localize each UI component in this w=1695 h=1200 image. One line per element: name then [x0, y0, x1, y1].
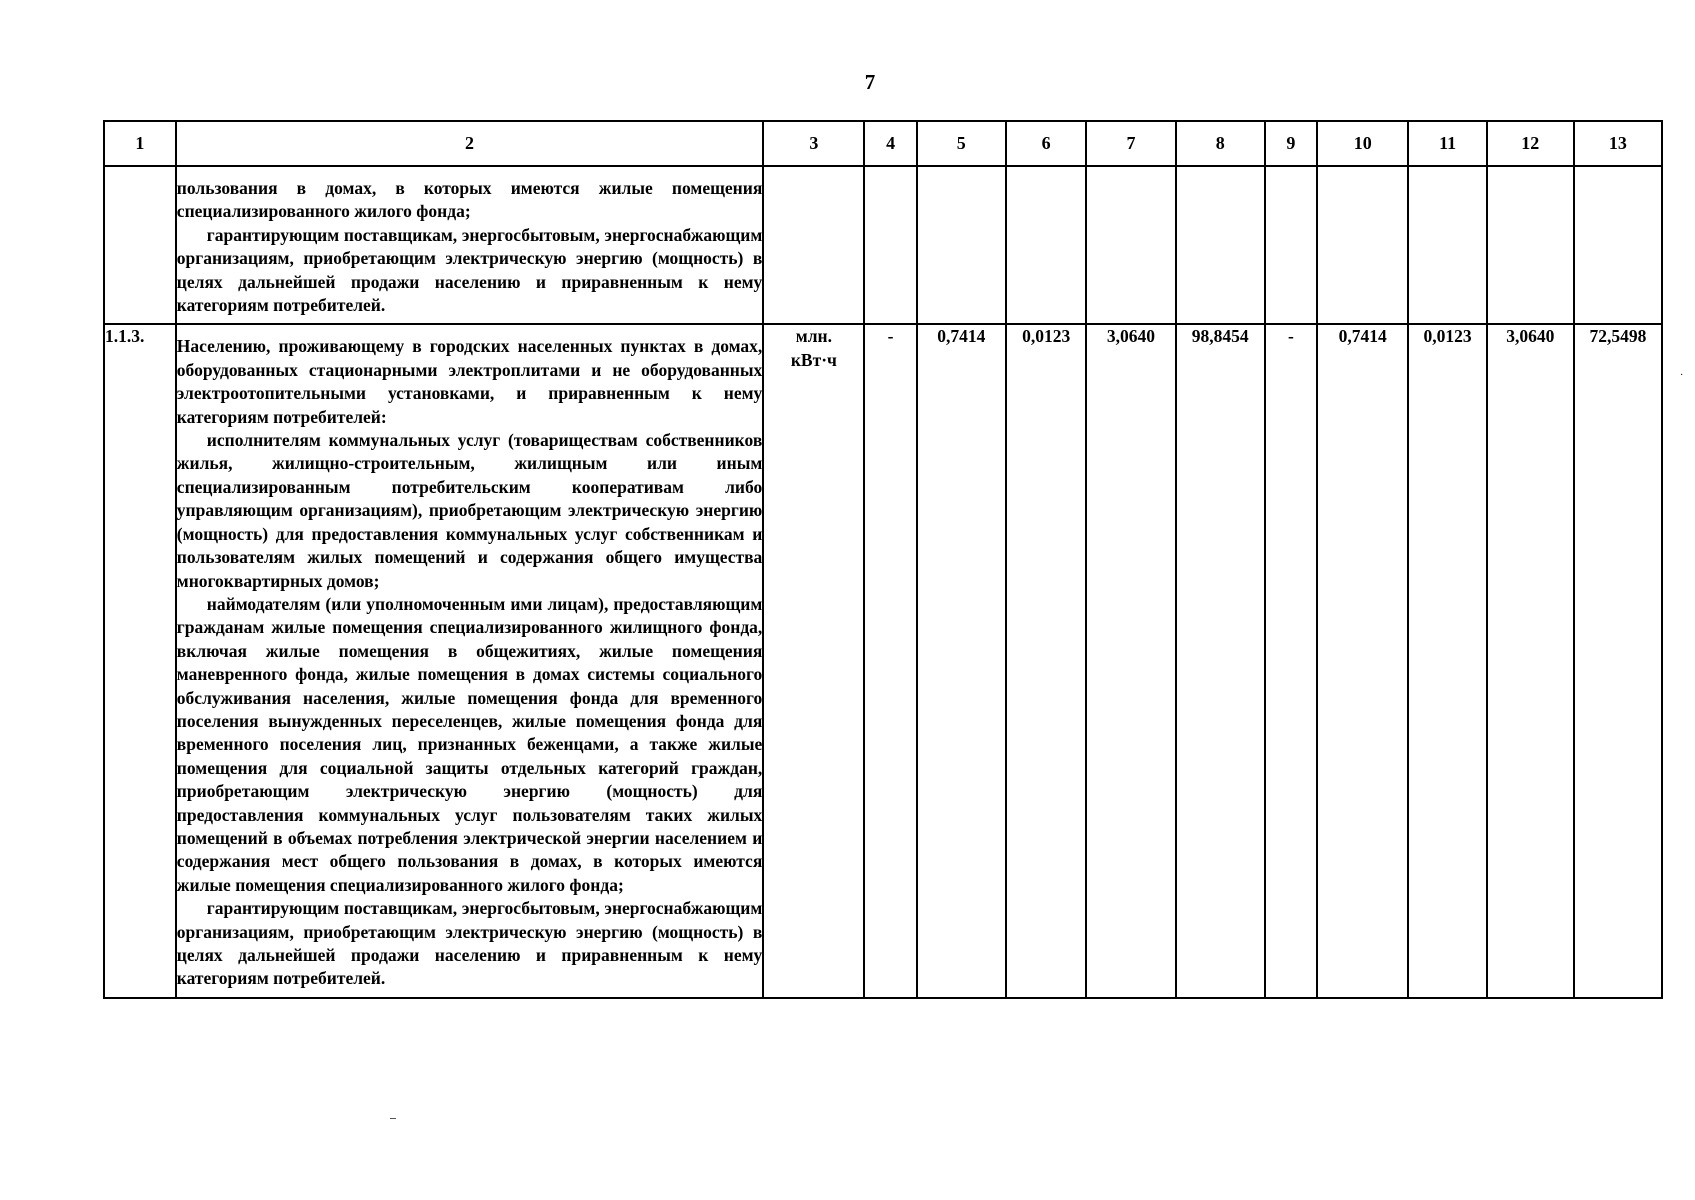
cell-unit	[763, 324, 864, 997]
col-header-7: 7	[1086, 121, 1175, 166]
cell-col-11: 0,0123	[1408, 324, 1486, 997]
cell-col-12: 3,0640	[1487, 324, 1574, 997]
unit-line-1: млн.	[795, 326, 832, 347]
col-header-12: 12	[1487, 121, 1574, 166]
cell-row-number: 1.1.3.	[104, 324, 176, 997]
cell-col-8: 98,8454	[1176, 324, 1265, 997]
col-header-9: 9	[1265, 121, 1317, 166]
cell-empty	[1408, 166, 1486, 324]
cell-empty	[1265, 166, 1317, 324]
cell-empty	[1574, 166, 1662, 324]
col-header-10: 10	[1317, 121, 1408, 166]
cell-col-13: 72,5498	[1574, 324, 1662, 997]
description-paragraph: наймодателям (или уполномоченным ими лицам), предоставляющим гражданам жилые помещения специализированного жилищного фонда, включая жилые помещения в общежитиях, жилые помещения маневренного фонда, жилые помещения в домах системы социального обслуживания населения, жилые помещения фонда для временного поселения вынужденных переселенцев, жилые помещения фонда для временного поселения лиц, признанных беженцами, а также жилые помещения для социальной защиты отдельных категорий граждан, приобретающим электрическую энергию (мощность) для предоставления коммунальных услуг пользователям таких жилых помещений в объемах потребления электрической энергии населением и содержания мест общего пользования в домах, в которых имеются жилые помещения специализированного жилого фонда;	[176, 593, 763, 895]
description-paragraph: Населению, проживающему в городских населенных пунктах в домах, оборудованных стационарными электроплитами и не оборудованных электроотопительными установками, и приравненным к нему категориям потребителей:	[176, 336, 763, 427]
unit-line-2: кВт·ч	[790, 349, 837, 370]
cell-no-empty	[104, 166, 176, 324]
description-paragraph: гарантирующим поставщикам, энергосбытовым, энергоснабжающим организациям, приобретающим электрическую энергию (мощность) в целях дальнейшей продажи населению и приравненным к нему категориям потребителей.	[176, 898, 763, 989]
page-number: 7	[864, 70, 876, 94]
col-header-4: 4	[864, 121, 916, 166]
cell-empty	[1176, 166, 1265, 324]
cell-col-5: 0,7414	[917, 324, 1006, 997]
cell-description-continuation	[176, 166, 764, 324]
cell-empty	[1317, 166, 1408, 324]
header-row	[104, 121, 1662, 166]
cell-empty	[1006, 166, 1087, 324]
scan-mark	[390, 1118, 396, 1119]
col-header-11: 11	[1408, 121, 1486, 166]
col-header-6: 6	[1006, 121, 1087, 166]
cell-col-10: 0,7414	[1317, 324, 1408, 997]
scan-speck: ·	[1680, 370, 1684, 381]
cell-col-4: -	[864, 324, 916, 997]
cell-description	[176, 324, 764, 997]
description-paragraph: исполнителям коммунальных услуг (товариществам собственников жилья, жилищно-строительным, жилищным или иным специализированным потребительским кооперативам либо управляющим организациям), приобретающим электрическую энергию (мощность) для предоставления коммунальных услуг собственникам и пользователям жилых помещений и содержания общего имущества многоквартирных домов;	[176, 430, 763, 591]
cell-empty	[1086, 166, 1175, 324]
cell-col-9: -	[1265, 324, 1317, 997]
col-header-1: 1	[104, 121, 176, 166]
description-paragraph: пользования в домах, в которых имеются жилые помещения специализированного жилого фонда;	[176, 178, 763, 222]
table-row-continuation	[104, 166, 1662, 324]
cell-empty	[864, 166, 916, 324]
col-header-5: 5	[917, 121, 1006, 166]
cell-col-6: 0,0123	[1006, 324, 1087, 997]
cell-empty	[763, 166, 864, 324]
tariff-table	[103, 120, 1663, 999]
cell-empty	[917, 166, 1006, 324]
col-header-13: 13	[1574, 121, 1662, 166]
col-header-8: 8	[1176, 121, 1265, 166]
table-row-1-1-3	[104, 324, 1662, 997]
description-paragraph: гарантирующим поставщикам, энергосбытовым, энергоснабжающим организациям, приобретающим электрическую энергию (мощность) в целях дальнейшей продажи населению и приравненным к нему категориям потребителей.	[176, 224, 763, 316]
cell-empty	[1487, 166, 1574, 324]
col-header-3: 3	[763, 121, 864, 166]
cell-col-7: 3,0640	[1086, 324, 1175, 997]
col-header-2: 2	[176, 121, 764, 166]
